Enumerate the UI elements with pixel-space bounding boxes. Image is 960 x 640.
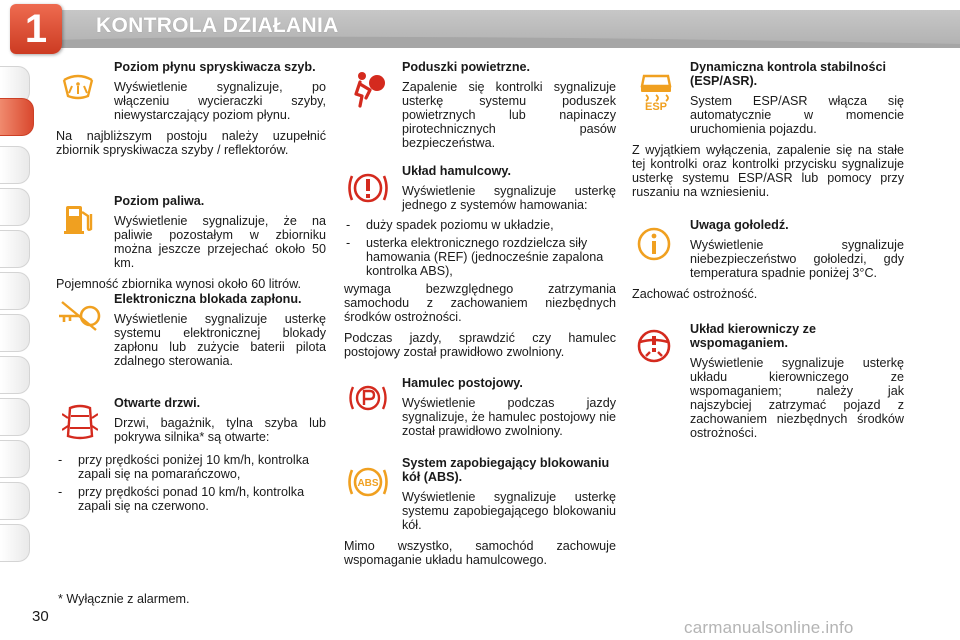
section-text: Z wyjątkiem wyłączenia, zapalenie się na stałe tej kontrolki oraz kontrolki przycisku sygnalizuje usterkę systemu ESP/ASR lub pomocy przy ruszaniu na wzniesieniu. bbox=[632, 143, 904, 199]
section-text: Pojemność zbiornika wynosi około 60 litrów. bbox=[56, 277, 301, 291]
section-text: Mimo wszystko, samochód zachowuje wspomaganie układu hamulcowego. bbox=[344, 539, 616, 567]
section-text: Wyświetlenie podczas jazdy sygnalizuje, że hamulec postojowy nie został prawidłowo zwolniony. bbox=[402, 396, 616, 438]
chapter-tab[interactable] bbox=[0, 230, 30, 268]
chapter-tab[interactable] bbox=[0, 398, 30, 436]
section-title: Poduszki powietrzne. bbox=[402, 60, 531, 74]
fault-list bbox=[344, 218, 616, 278]
section-text: Podczas jazdy, sprawdzić czy hamulec postojowy został prawidłowo zwolniony. bbox=[344, 331, 616, 359]
section-title: Hamulec postojowy. bbox=[402, 376, 523, 390]
page-header bbox=[0, 0, 960, 54]
key-icon bbox=[56, 298, 102, 334]
chapter-tab[interactable] bbox=[0, 356, 30, 394]
steering-wheel-icon bbox=[636, 328, 672, 364]
section-text: Wyświetlenie sygnalizuje usterkę systemu elektronicznej blokady zapłonu lub zużycie baterii pilota zdalnego sterowania. bbox=[114, 312, 326, 368]
section-title: Poziom płynu spryskiwacza szyb. bbox=[114, 60, 316, 74]
section-esp bbox=[632, 60, 904, 206]
page-title: KONTROLA DZIAŁANIA bbox=[96, 14, 339, 37]
section-title: Uwaga gołoledź. bbox=[690, 218, 789, 232]
section-text: Drzwi, bagażnik, tylna szyba lub pokrywa silnika* są otwarte: bbox=[114, 416, 326, 444]
section-washer-fluid bbox=[56, 60, 326, 164]
section-title: Układ hamulcowy. bbox=[402, 164, 511, 178]
chapter-tab[interactable] bbox=[0, 314, 30, 352]
section-text: Wyświetlenie sygnalizuje niebezpieczeństwo gołoledzi, gdy temperatura spadnie poniżej 3°C. bbox=[690, 238, 904, 280]
section-text: Wyświetlenie sygnalizuje usterkę systemu zapobiegającego blokowaniu kół. bbox=[402, 490, 616, 532]
footnote: * Wyłącznie z alarmem. bbox=[58, 592, 190, 606]
chapter-tab[interactable] bbox=[0, 188, 30, 226]
abs-icon-label: ABS bbox=[357, 478, 379, 489]
chapter-tab[interactable] bbox=[0, 146, 30, 184]
section-open-doors bbox=[56, 396, 326, 520]
section-text: wymaga bezwzględnego zatrzymania samochodu z zachowaniem niezbędnych środków ostrożności. bbox=[344, 282, 616, 324]
list-item: - przy prędkości ponad 10 km/h, kontrolka zapali się na czerwono. bbox=[56, 485, 326, 513]
watermark: carmanualsonline.info bbox=[684, 618, 854, 637]
chapter-tab-active[interactable] bbox=[0, 98, 34, 136]
airbag-icon bbox=[348, 68, 388, 108]
section-title: System zapobiegający blokowaniu kół (ABS). bbox=[402, 456, 610, 484]
chapter-tab[interactable] bbox=[0, 524, 30, 562]
esp-icon bbox=[636, 66, 676, 110]
section-text: Wyświetlenie sygnalizuje, że na paliwie pozostałym w zbiorniku można jeszcze przejechać około 50 km. bbox=[114, 214, 326, 270]
section-text: Na najbliższym postoju należy uzupełnić zbiornik spryskiwacza szyby / reflektorów. bbox=[56, 129, 326, 157]
section-text: Zapalenie się kontrolki sygnalizuje usterkę systemu poduszek powietrznych lub napinaczy pirotechnicznych pasów bezpieczeństwa. bbox=[402, 80, 616, 150]
section-title: Dynamiczna kontrola stabilności (ESP/ASR). bbox=[690, 60, 886, 88]
section-text: System ESP/ASR włącza się automatycznie w momencie uruchomienia pojazdu. bbox=[690, 94, 904, 136]
section-text: Wyświetlenie sygnalizuje usterkę jednego z systemów hamowania: bbox=[402, 184, 616, 212]
parking-brake-icon bbox=[348, 380, 388, 416]
fuel-pump-icon bbox=[58, 198, 98, 238]
chapter-tabs bbox=[0, 66, 34, 576]
open-door-icon bbox=[62, 402, 98, 442]
section-text: Wyświetlenie sygnalizuje, po włączeniu wycieraczki szyby, niewystarczający poziom płynu. bbox=[114, 80, 326, 122]
chapter-tab[interactable] bbox=[0, 272, 30, 310]
washer-fluid-icon bbox=[58, 66, 98, 106]
page-number: 30 bbox=[32, 608, 49, 625]
section-title: Poziom paliwa. bbox=[114, 194, 205, 208]
condition-list bbox=[56, 453, 326, 513]
esp-icon-label: ESP bbox=[644, 101, 668, 110]
section-fuel-level bbox=[56, 194, 326, 298]
section-text: Wyświetlenie sygnalizuje usterkę układu kierowniczego ze wspomaganiem; należy jak najszybciej zatrzymać pojazd z zachowaniem niezbędnych środków ostrożności. bbox=[690, 356, 904, 440]
list-item: - przy prędkości poniżej 10 km/h, kontrolka zapali się na pomarańczowo, bbox=[56, 453, 326, 481]
section-title: Układ kierowniczy ze wspomaganiem. bbox=[690, 322, 816, 350]
section-title: Elektroniczna blokada zapłonu. bbox=[114, 292, 302, 306]
abs-icon bbox=[346, 462, 390, 502]
chapter-tab[interactable] bbox=[0, 440, 30, 478]
list-item: - duży spadek poziomu w układzie, bbox=[344, 218, 616, 232]
section-power-steering bbox=[632, 322, 904, 447]
list-item: - usterka elektronicznego rozdzielcza siły hamowania (REF) (jednocześnie zapalona kontrolka ABS), bbox=[344, 236, 616, 278]
chapter-tab[interactable] bbox=[0, 482, 30, 520]
section-ice-warning bbox=[632, 218, 904, 308]
section-title: Otwarte drzwi. bbox=[114, 396, 201, 410]
chapter-badge: 1 bbox=[10, 4, 62, 54]
section-immobilizer bbox=[56, 292, 326, 375]
section-abs bbox=[344, 456, 616, 574]
section-text: Zachować ostrożność. bbox=[632, 287, 758, 301]
section-brake-system bbox=[344, 164, 616, 366]
section-airbags bbox=[344, 60, 616, 150]
brake-warning-icon bbox=[346, 168, 390, 208]
info-icon bbox=[636, 226, 672, 262]
section-parking-brake bbox=[344, 376, 616, 438]
